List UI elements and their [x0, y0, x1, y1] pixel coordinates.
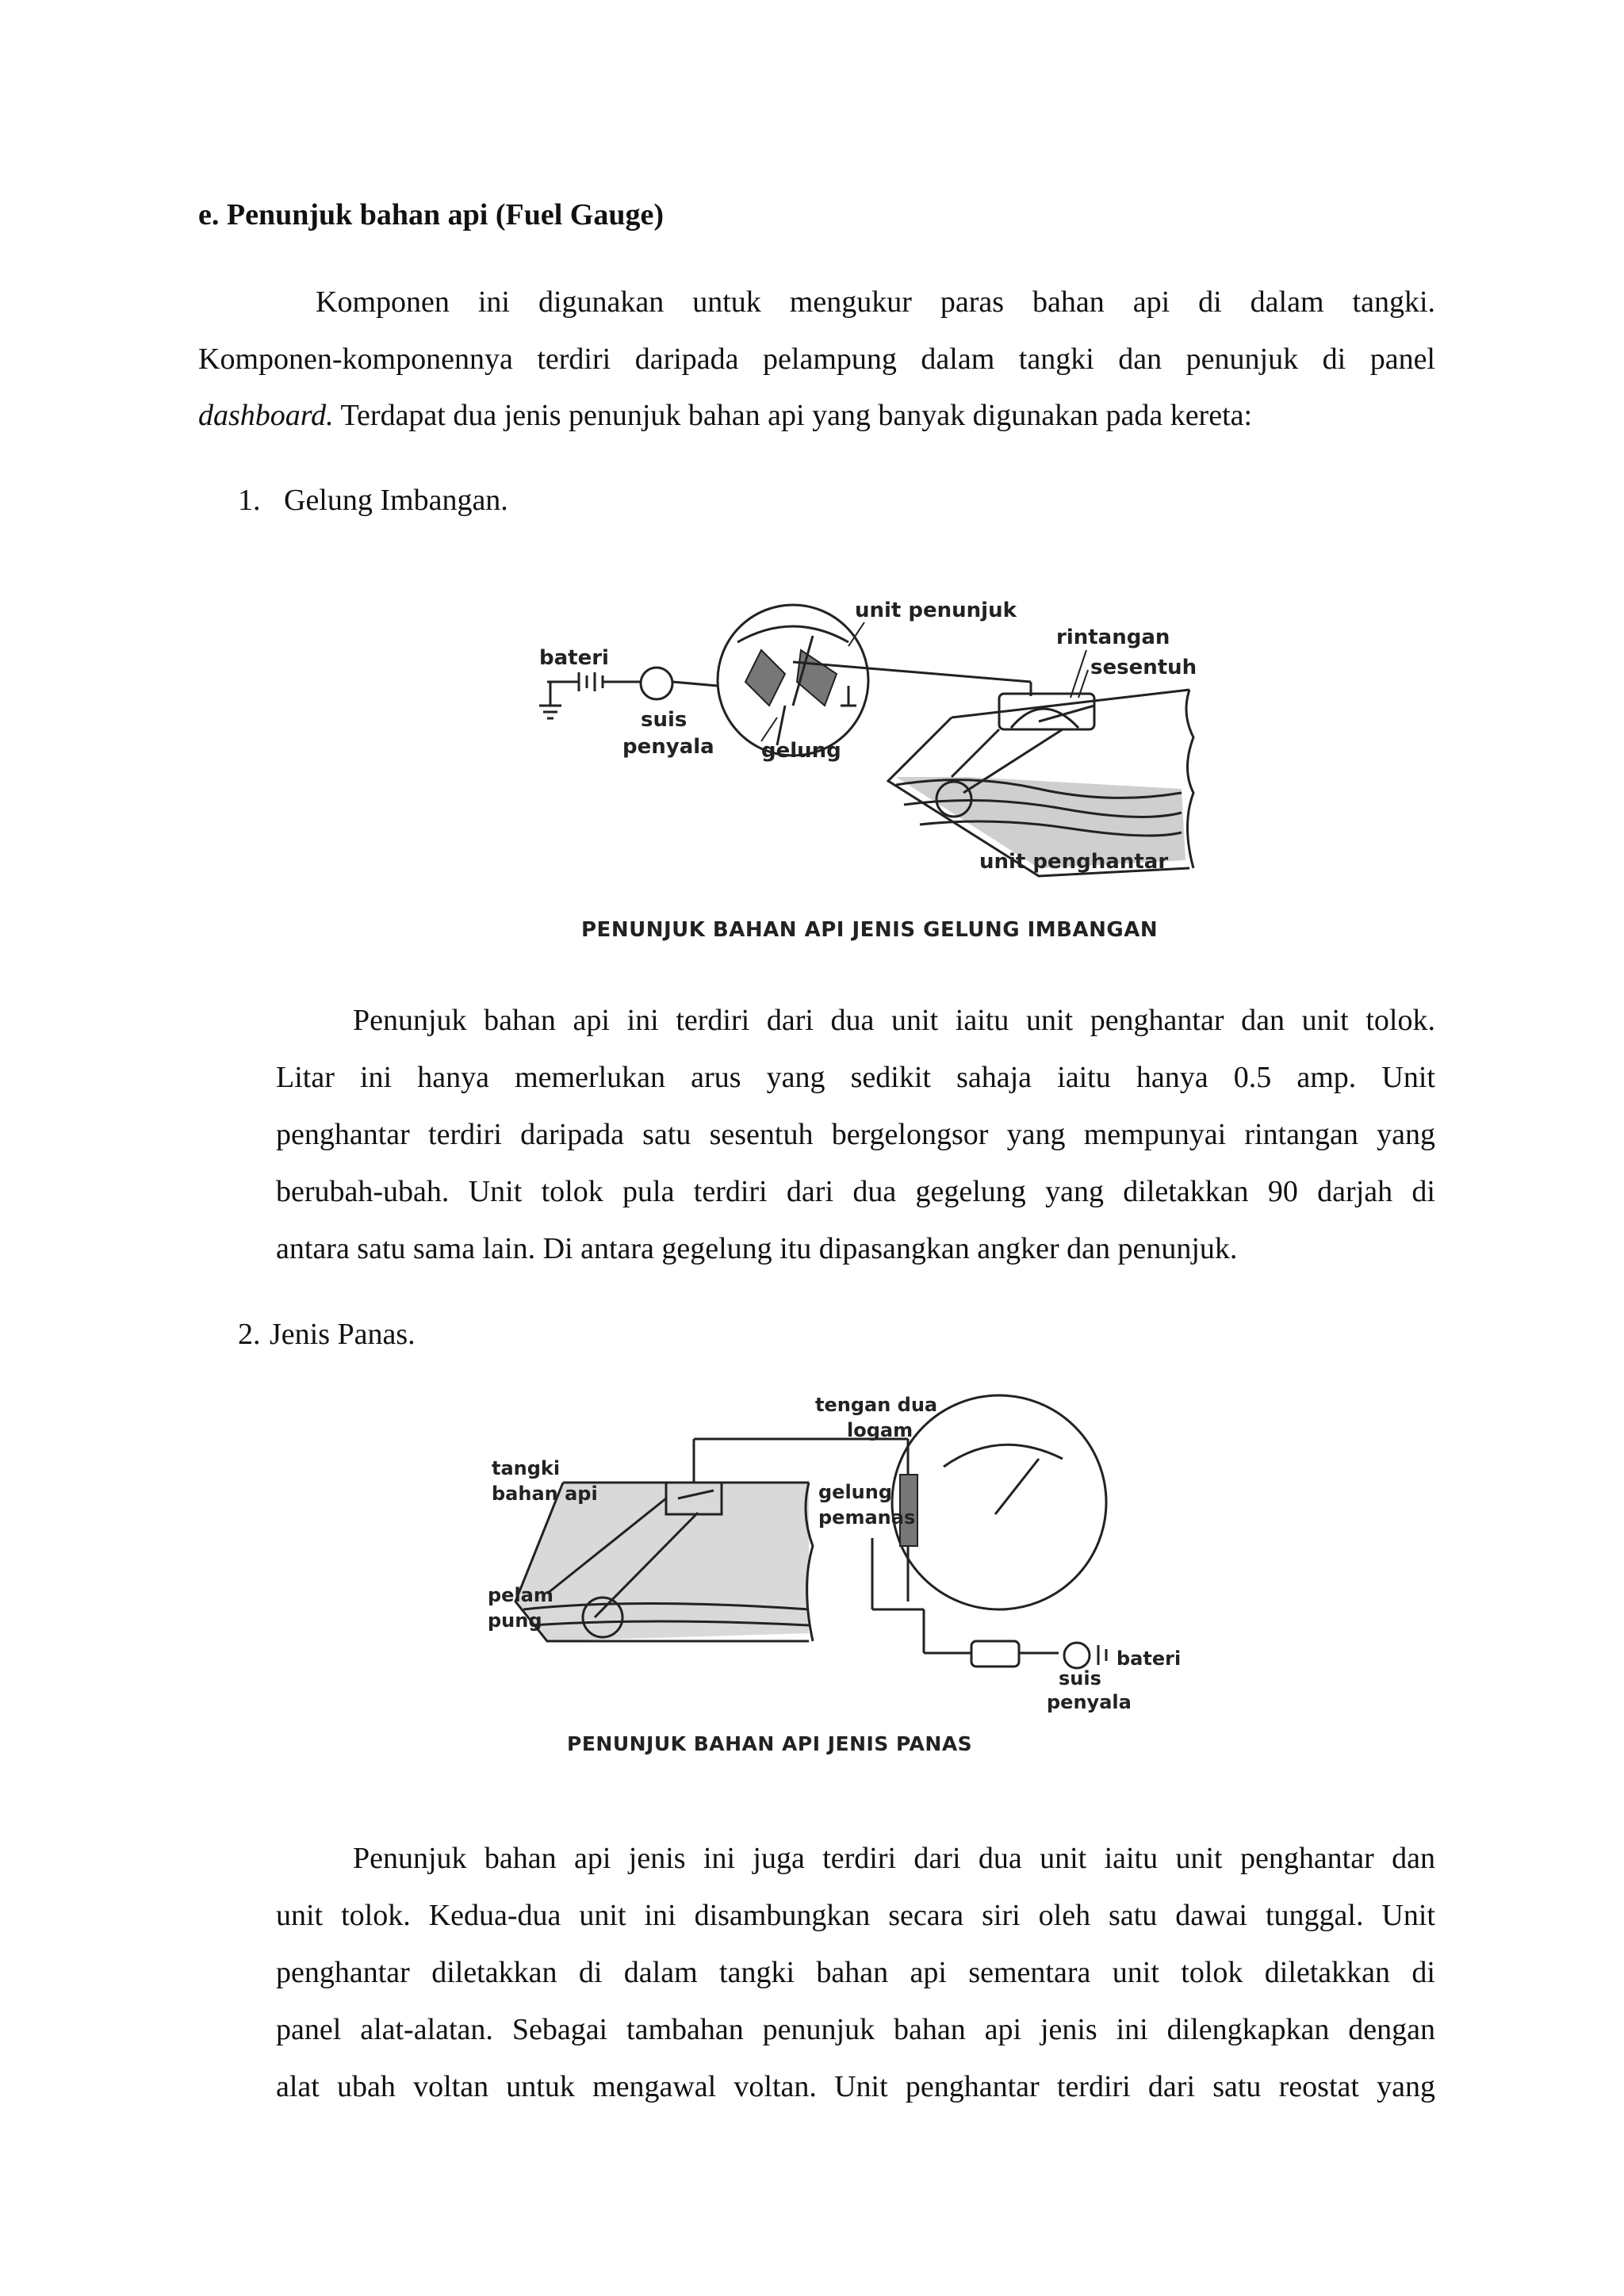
intro-line-3 [198, 400, 1252, 430]
para-1-line-5: antara satu sama lain. Di antara gegelung itu dipasangkan angker dan penunjuk. [276, 1232, 1238, 1265]
label-tangki: tangki [492, 1457, 561, 1479]
intro-line-3-rest: Terdapat dua jenis penunjuk bahan api yang banyak digunakan pada kereta: [333, 399, 1253, 432]
intro-line-1: Komponen ini digunakan untuk mengukur paras bahan api di dalam tangki. [316, 285, 1435, 319]
battery-icon [1098, 1645, 1106, 1665]
figure-jenis-panas [476, 1380, 1182, 1713]
para-1-line-2: Litar ini hanya memerlukan arus yang sedikit sahaja iaitu hanya 0.5 amp. Unit [276, 1061, 1435, 1094]
list-item-1-label: Gelung Imbangan. [284, 484, 508, 517]
label-pung: pung [488, 1609, 542, 1632]
para-2-line-2: unit tolok. Kedua-dua unit ini disambungkan secara siri oleh satu dawai tunggal. Unit [276, 1899, 1435, 1932]
para-2-line-1: Penunjuk bahan api jenis ini juga terdiri dari dua unit iaitu unit penghantar dan [353, 1842, 1435, 1875]
label-penyala: penyala [1047, 1691, 1132, 1713]
ignition-switch-icon [641, 668, 672, 699]
label-penyala: penyala [622, 735, 714, 759]
label-logam: logam [847, 1419, 914, 1441]
label-pemanas: pemanas [818, 1506, 916, 1529]
label-gelung: gelung [818, 1481, 893, 1503]
figure-gelung-imbangan [523, 587, 1221, 888]
intro-line-2: Komponen-komponennya terdiri daripada pelampung dalam tangki dan penunjuk di panel [198, 342, 1435, 376]
gauge-dial-icon [892, 1395, 1106, 1609]
label-rintangan: rintangan [1056, 626, 1170, 649]
label-unit-penghantar: unit penghantar [979, 850, 1169, 874]
para-2-line-5: alat ubah voltan untuk mengawal voltan. Unit penghantar terdiri dari satu reostat yang [276, 2070, 1435, 2103]
list-item-2-number: 2. [238, 1318, 261, 1351]
diagram-gelung-imbangan [523, 587, 1221, 888]
label-bahan-api: bahan api [492, 1483, 598, 1505]
label-bateri: bateri [1116, 1647, 1182, 1670]
label-suis: suis [641, 708, 688, 732]
diagram-jenis-panas [476, 1380, 1182, 1713]
list-item-1-number: 1. [238, 484, 261, 517]
battery-icon [579, 672, 603, 691]
figure-1-caption: PENUNJUK BAHAN API JENIS GELUNG IMBANGAN [581, 918, 1159, 942]
figure-2-caption: PENUNJUK BAHAN API JENIS PANAS [567, 1732, 973, 1755]
list-item-2-label: Jenis Panas. [270, 1318, 416, 1351]
para-1-line-1: Penunjuk bahan api ini terdiri dari dua unit iaitu unit penghantar dan unit tolok. [353, 1004, 1435, 1037]
label-gelung: gelung [761, 739, 841, 763]
para-2-line-4: panel alat-alatan. Sebagai tambahan penunjuk bahan api jenis ini dilengkapkan dengan [276, 2013, 1435, 2046]
label-suis: suis [1059, 1667, 1101, 1689]
intro-italic-term: dashboard. [198, 399, 334, 432]
ignition-switch-icon [1064, 1643, 1090, 1668]
para-1-line-3: penghantar terdiri daripada satu sesentuh bergelongsor yang mempunyai rintangan yang [276, 1118, 1435, 1151]
label-pelam: pelam [488, 1584, 553, 1606]
label-sesentuh: sesentuh [1090, 656, 1197, 679]
para-2-line-3: penghantar diletakkan di dalam tangki bahan api sementara unit tolok diletakkan di [276, 1956, 1435, 1989]
section-heading: e. Penunjuk bahan api (Fuel Gauge) [198, 198, 664, 232]
para-1-line-4: berubah-ubah. Unit tolok pula terdiri dari dua gegelung yang diletakkan 90 darjah di [276, 1175, 1435, 1208]
label-unit-penunjuk: unit penunjuk [855, 599, 1017, 622]
label-bateri: bateri [539, 646, 609, 670]
label-tengan-dua: tengan dua [815, 1394, 938, 1416]
